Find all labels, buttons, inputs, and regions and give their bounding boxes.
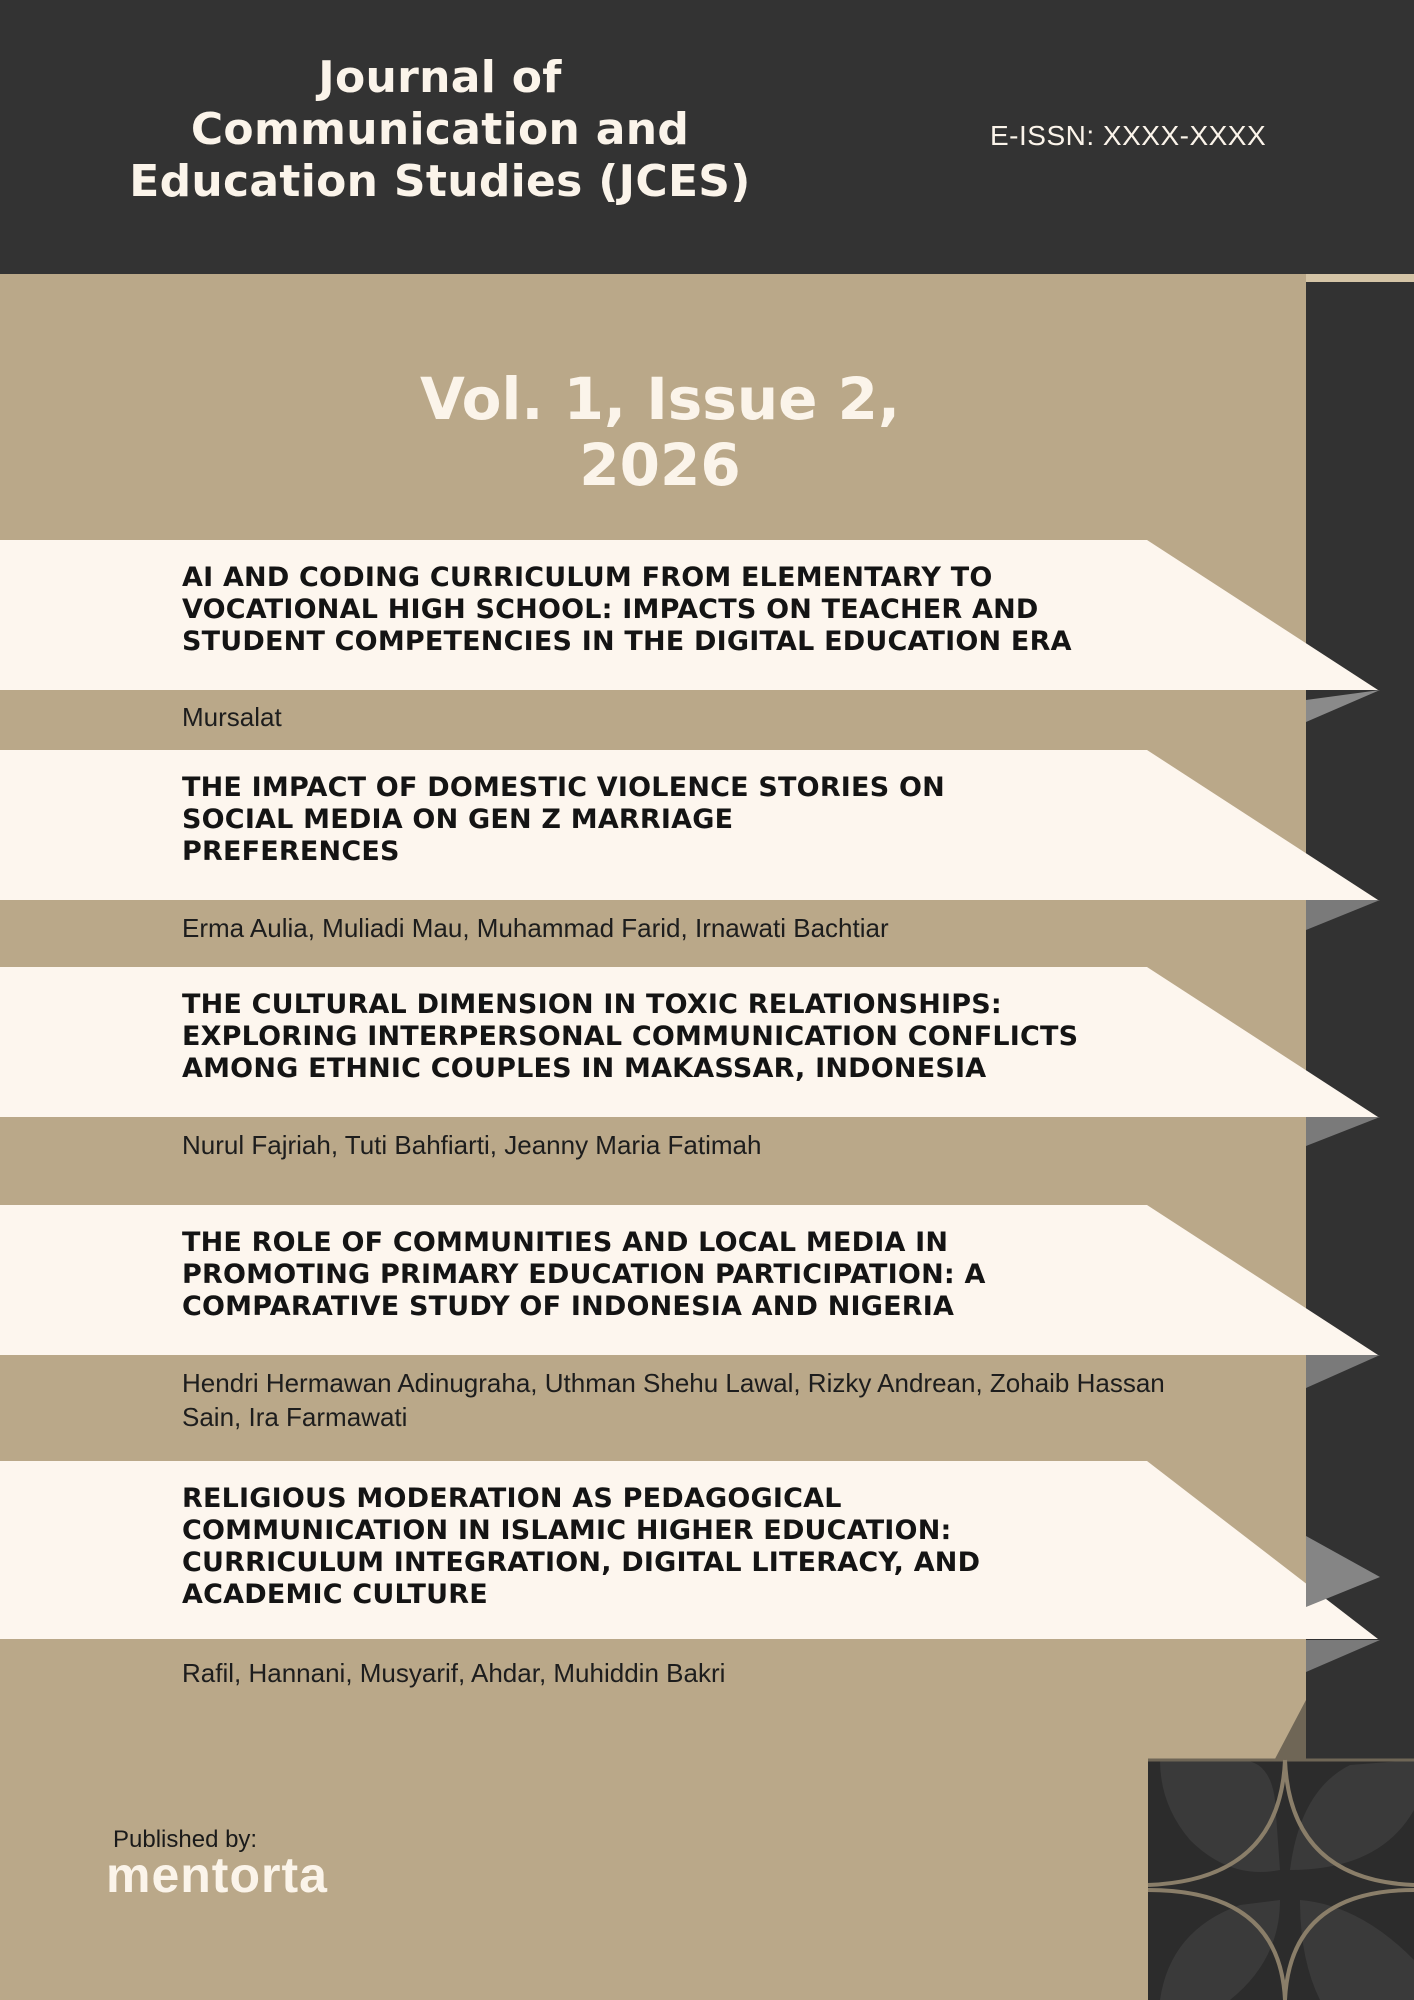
- article-title: RELIGIOUS MODERATION AS PEDAGOGICAL COMMUNICATION IN ISLAMIC HIGHER EDUCATION: CURRICULUM INTEGRATION, DIGITAL LITERACY, AND ACADEMIC CULTURE: [182, 1483, 981, 1610]
- article-authors: Rafil, Hannani, Musyarif, Ahdar, Muhiddin Bakri: [182, 1658, 726, 1688]
- article-title: THE IMPACT OF DOMESTIC VIOLENCE STORIES ON SOCIAL MEDIA ON GEN Z MARRIAGE PREFERENCES: [182, 772, 945, 867]
- article-banner: [0, 750, 1380, 900]
- publisher-logo: mentorta: [106, 1847, 328, 1903]
- article-title: THE CULTURAL DIMENSION IN TOXIC RELATIONSHIPS: EXPLORING INTERPERSONAL COMMUNICATION CONFLICTS AMONG ETHNIC COUPLES IN MAKASSAR, INDONESIA: [182, 989, 1079, 1084]
- article-title: THE ROLE OF COMMUNITIES AND LOCAL MEDIA IN PROMOTING PRIMARY EDUCATION PARTICIPATION: A COMPARATIVE STUDY OF INDONESIA AND NIGERIA: [182, 1227, 986, 1322]
- article-banner: [0, 1461, 1380, 1639]
- article-authors: Hendri Hermawan Adinugraha, Uthman Shehu Lawal, Rizky Andrean, Zohaib Hassan Sain, Ira Farmawati: [182, 1368, 1165, 1432]
- issn-label: E-ISSN: XXXX-XXXX: [990, 120, 1267, 151]
- journal-title: Journal of Communication and Education Studies (JCES): [129, 52, 751, 207]
- published-by-label: Published by:: [113, 1826, 258, 1853]
- article-authors: Erma Aulia, Muliadi Mau, Muhammad Farid, Irnawati Bachtiar: [182, 913, 889, 943]
- article-banner: [0, 967, 1380, 1117]
- article-banner: [0, 540, 1380, 690]
- journal-header: [0, 0, 1414, 274]
- article-title: AI AND CODING CURRICULUM FROM ELEMENTARY TO VOCATIONAL HIGH SCHOOL: IMPACTS ON TEACHER AND STUDENT COMPETENCIES IN THE DIGITAL EDUCATION ERA: [182, 562, 1072, 657]
- article-banner: [0, 1205, 1380, 1355]
- volume-issue-heading: Vol. 1, Issue 2, 2026: [419, 365, 901, 499]
- header-accent-line: [1306, 274, 1414, 282]
- article-authors: Mursalat: [182, 702, 282, 732]
- article-authors: Nurul Fajriah, Tuti Bahfiarti, Jeanny Maria Fatimah: [182, 1130, 762, 1160]
